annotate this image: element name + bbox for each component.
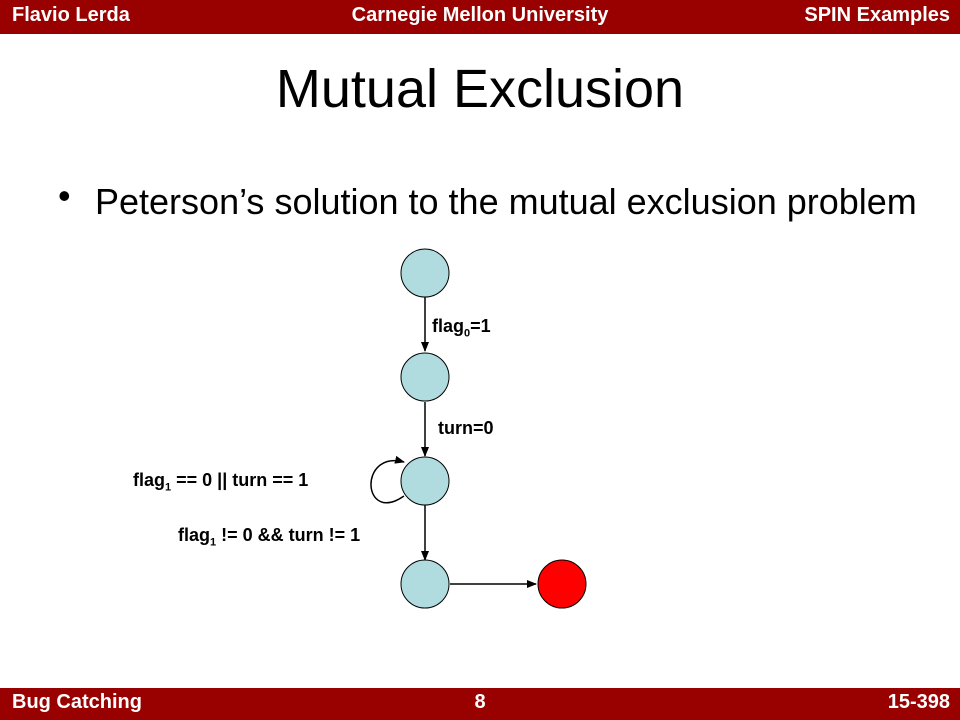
state-1 [401,249,449,297]
self-loop-edge [371,461,404,503]
footer-course: 15-398 [887,691,950,713]
state-4 [401,560,449,608]
edge-label-loop-condition: flag$_1$ == 0 || turn == 1 [133,470,309,494]
error-state [538,560,586,608]
bullet-marker: • [58,175,71,216]
state-3 [401,457,449,505]
header-author: Flavio Lerda [12,4,130,26]
edge-label-exit-condition: flag$_1$ != 0 && turn != 1 [178,525,361,549]
footer-bar [0,688,960,720]
edge-label-turn: turn=0 [438,418,494,438]
footer-section: Bug Catching [12,691,142,713]
bullet-text: Peterson’s solution to the mutual exclusion problem [95,181,917,222]
header-institution: Carnegie Mellon University [351,4,609,26]
edge-label-flag0: flag$_0$=1 [432,316,491,340]
state-2 [401,353,449,401]
header-topic: SPIN Examples [804,4,950,26]
slide-title: Mutual Exclusion [275,59,685,119]
footer-page-number: 8 [474,691,486,713]
